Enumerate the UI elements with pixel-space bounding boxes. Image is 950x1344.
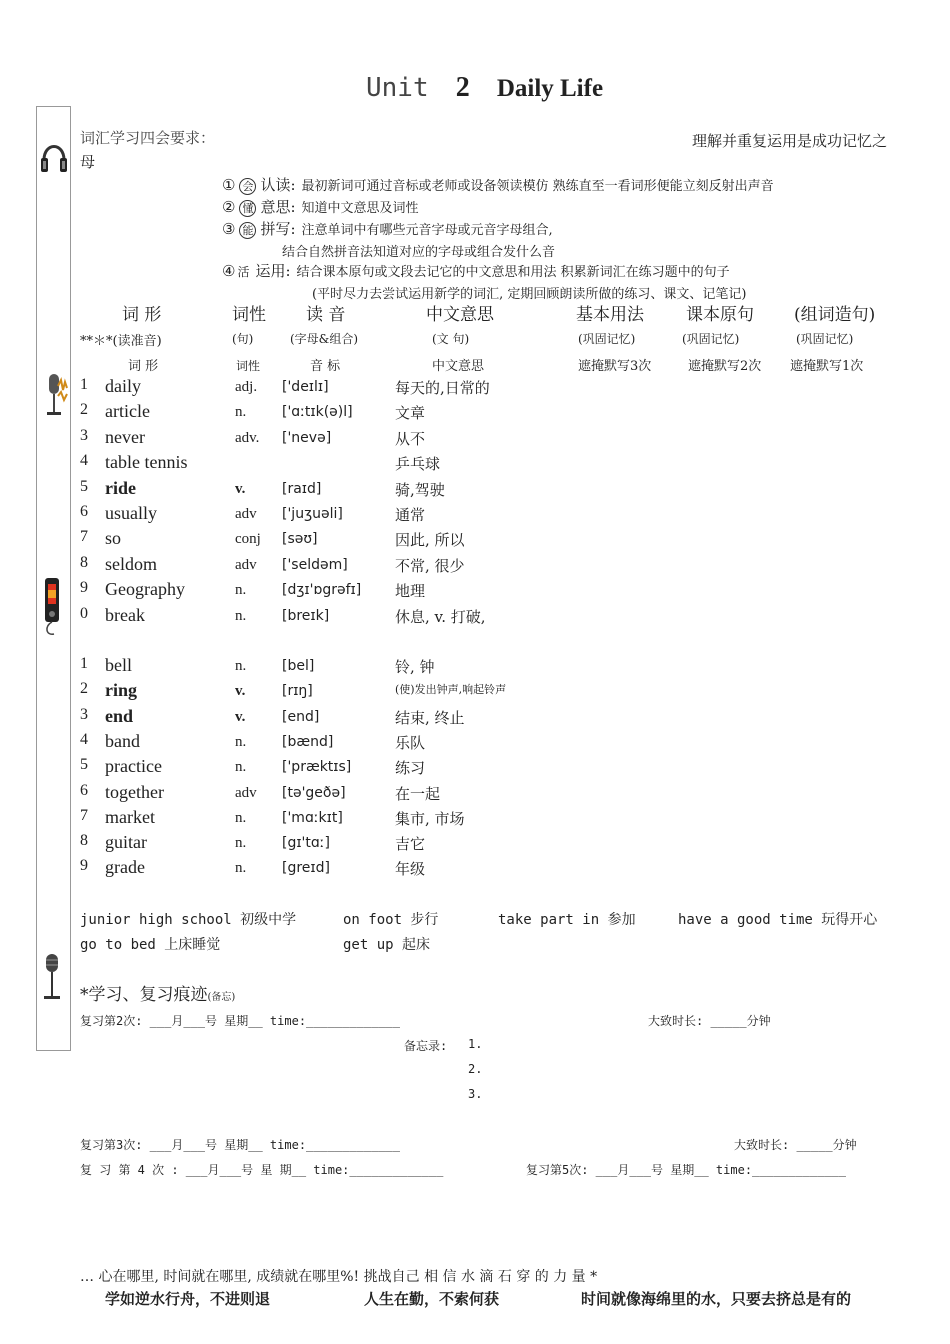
word-number: 2 <box>80 401 88 419</box>
chinese-meaning: 从不 <box>395 429 426 448</box>
phrase-item: go to bed 上床睡觉 <box>80 937 221 953</box>
word-form: article <box>105 401 150 422</box>
part-of-speech: adv <box>235 784 257 801</box>
word-form: guitar <box>105 832 147 853</box>
chinese-meaning: 不常, 很少 <box>395 556 465 575</box>
word-form: so <box>105 528 122 549</box>
intro-requirements-label-cont: 母 <box>80 153 96 171</box>
word-number: 6 <box>80 503 88 520</box>
footer-motto-line: … 心在哪里, 时间就在哪里, 成绩就在哪里%! 挑战自己 相 信 水 滴 石 穿 的 力 量 * <box>80 1269 598 1285</box>
word-number: 1 <box>80 655 88 672</box>
part-of-speech: n. <box>235 860 247 877</box>
chinese-meaning: 铃, 钟 <box>395 658 435 676</box>
chinese-meaning: 地理 <box>395 582 426 601</box>
memo-line-2: 2. <box>468 1062 483 1076</box>
requirement-item: ③ 能 拼写: 注意单词中有哪些元音字母或元音字母组合, <box>222 220 553 238</box>
phrase-item: get up 起床 <box>343 937 431 953</box>
part-of-speech: adj. <box>235 379 258 395</box>
part-of-speech: n. <box>235 582 247 599</box>
word-number: 7 <box>80 806 88 824</box>
word-number: 9 <box>80 579 88 597</box>
title-unit: Unit <box>366 73 429 103</box>
intro-requirements-label: 词汇学习四会要求： <box>80 129 216 147</box>
word-number: 0 <box>80 604 88 622</box>
phonetic: [breɪk] <box>282 607 330 624</box>
word-number: 4 <box>80 452 88 470</box>
word-form: market <box>105 806 155 827</box>
phrase-item: junior high school 初级中学 <box>80 912 297 928</box>
word-number: 9 <box>80 857 88 875</box>
word-form: seldom <box>105 553 157 574</box>
chinese-meaning: 通常 <box>395 506 426 524</box>
word-number: 4 <box>80 730 88 748</box>
phonetic: [raɪd] <box>282 480 322 497</box>
word-form: ring <box>105 680 138 701</box>
word-form: usually <box>105 503 157 523</box>
memo-line-3: 3. <box>468 1087 483 1101</box>
part-of-speech: adv. <box>235 429 260 446</box>
study-title: *学习、复习痕迹(备忘) <box>80 985 236 1005</box>
review-3-line: 复习第3次: ___月___号 星期__ time:_____________ <box>80 1138 400 1152</box>
part-of-speech: n. <box>235 759 247 776</box>
word-number: 3 <box>80 426 88 444</box>
chinese-meaning: 休息, v. 打破, <box>395 607 486 626</box>
word-form: practice <box>105 756 162 777</box>
word-number: 7 <box>80 528 88 546</box>
review-3-duration: 大致时长: _____分钟 <box>734 1138 857 1152</box>
review-5-line: 复习第5次: ___月___号 星期__ time:_____________ <box>526 1163 846 1177</box>
phonetic: ['mɑːkɪt] <box>282 809 343 826</box>
phonetic: [end] <box>282 708 320 725</box>
phonetic: ['deɪlɪ] <box>282 379 329 395</box>
word-form: grade <box>105 857 145 878</box>
requirement-circle: 会 <box>239 178 256 195</box>
part-of-speech: v. <box>235 708 246 725</box>
word-form: table tennis <box>105 452 188 473</box>
chinese-meaning: 乐队 <box>395 733 426 752</box>
phrase-item: take part in 参加 <box>498 912 636 928</box>
requirement-item: (平时尽力去尝试运用新学的词汇, 定期回顾朗读所做的练习、课文、记笔记) <box>312 287 747 302</box>
phrase-item: have a good time 玩得开心 <box>678 912 878 928</box>
part-of-speech: n. <box>235 658 247 674</box>
phonetic: ['ɑːtɪk(ə)l] <box>282 404 353 421</box>
word-form: Geography <box>105 579 185 600</box>
word-form: ride <box>105 477 136 498</box>
word-form: band <box>105 730 140 751</box>
title-name: Daily Life <box>496 75 604 102</box>
word-form: break <box>105 604 145 625</box>
word-number: 8 <box>80 553 88 571</box>
word-number: 5 <box>80 756 88 774</box>
review-2-duration: 大致时长: _____分钟 <box>648 1014 771 1028</box>
word-number: 6 <box>80 781 88 799</box>
microphone-icon <box>40 372 70 422</box>
phonetic: [greɪd] <box>282 860 330 877</box>
word-number: 2 <box>80 680 88 698</box>
chinese-meaning: 因此, 所以 <box>395 531 465 550</box>
word-number: 3 <box>80 705 88 723</box>
word-form: end <box>105 705 134 726</box>
part-of-speech: v. <box>235 480 246 497</box>
phonetic: [bel] <box>282 658 315 674</box>
word-form: daily <box>105 376 141 396</box>
footer-quote-2: 人生在勤，不索何获 <box>364 1291 500 1308</box>
chinese-meaning: 在一起 <box>395 784 441 803</box>
phonetic: ['nevə] <box>282 429 332 446</box>
part-of-speech: v. <box>235 683 246 700</box>
part-of-speech: conj <box>235 531 261 548</box>
phonetic: ['præktɪs] <box>282 759 352 776</box>
chinese-meaning: 练习 <box>395 759 426 778</box>
phonetic: ['juʒuəli] <box>282 506 343 522</box>
requirement-item: 结合自然拼音法知道对应的字母或组合发什么音 <box>282 245 556 260</box>
part-of-speech: n. <box>235 607 247 624</box>
requirement-circle: 能 <box>239 222 256 239</box>
chinese-meaning: 乒乓球 <box>395 455 441 474</box>
requirement-item: ① 会 认读: 最初新词可通过音标或老师或设备领读模仿 熟练直至一看词形便能立刻反射出声音 <box>222 176 774 194</box>
part-of-speech: adv <box>235 506 257 522</box>
microphone-stand-icon <box>40 952 64 1006</box>
chinese-meaning: 集市, 市场 <box>395 809 465 828</box>
footer-quote-3: 时间就像海绵里的水，只要去挤总是有的 <box>581 1291 852 1308</box>
phonetic: ['seldəm] <box>282 556 348 573</box>
phonetic: [rɪŋ] <box>282 683 313 700</box>
review-4-line: 复 习 第 4 次 : ___月___号 星 期__ time:_____________ <box>80 1163 444 1177</box>
requirement-circle: 懂 <box>239 200 256 217</box>
part-of-speech: n. <box>235 809 247 826</box>
word-form: together <box>105 781 164 802</box>
word-number: 1 <box>80 376 88 393</box>
word-form: never <box>105 426 145 447</box>
phrase-item: on foot 步行 <box>343 912 439 928</box>
chinese-meaning: 每天的,日常的 <box>395 379 490 397</box>
requirement-item: ④ 活 运用: 结合课本原句或文段去记它的中文意思和用法 积累新词汇在练习题中的句子 <box>222 262 730 280</box>
chinese-meaning: 骑,驾驶 <box>395 480 445 499</box>
chinese-meaning: 文章 <box>395 404 426 423</box>
page-title <box>366 72 603 104</box>
headphones-icon <box>40 136 68 186</box>
mp3-player-icon <box>40 576 64 642</box>
part-of-speech: adv <box>235 556 257 573</box>
chinese-meaning: (使)发出钟声,响起铃声 <box>395 683 507 697</box>
memo-label: 备忘录: <box>404 1039 448 1053</box>
phonetic: [bænd] <box>282 733 334 750</box>
chinese-meaning: 结束, 终止 <box>395 708 465 727</box>
footer-quote-1: 学如逆水行舟，不进则退 <box>105 1291 271 1308</box>
memo-line-1: 1. <box>468 1037 483 1051</box>
phonetic: [tə'geðə] <box>282 784 346 801</box>
word-form: bell <box>105 655 132 675</box>
part-of-speech: n. <box>235 835 247 852</box>
word-number: 5 <box>80 477 88 495</box>
phonetic: [gɪ'tɑː] <box>282 835 330 852</box>
part-of-speech: n. <box>235 404 247 421</box>
title-number: 2 <box>455 72 470 103</box>
requirement-item: ② 懂 意思: 知道中文意思及词性 <box>222 198 419 216</box>
phonetic: [dʒɪ'ɒgrəfɪ] <box>282 582 362 599</box>
intro-motto: 理解并重复运用是成功记忆之 <box>692 133 888 150</box>
chinese-meaning: 吉它 <box>395 835 426 854</box>
phonetic: [səʊ] <box>282 531 318 548</box>
word-number: 8 <box>80 832 88 850</box>
chinese-meaning: 年级 <box>395 860 426 879</box>
part-of-speech: n. <box>235 733 247 750</box>
review-2-line: 复习第2次: ___月___号 星期__ time:_____________ <box>80 1014 400 1028</box>
